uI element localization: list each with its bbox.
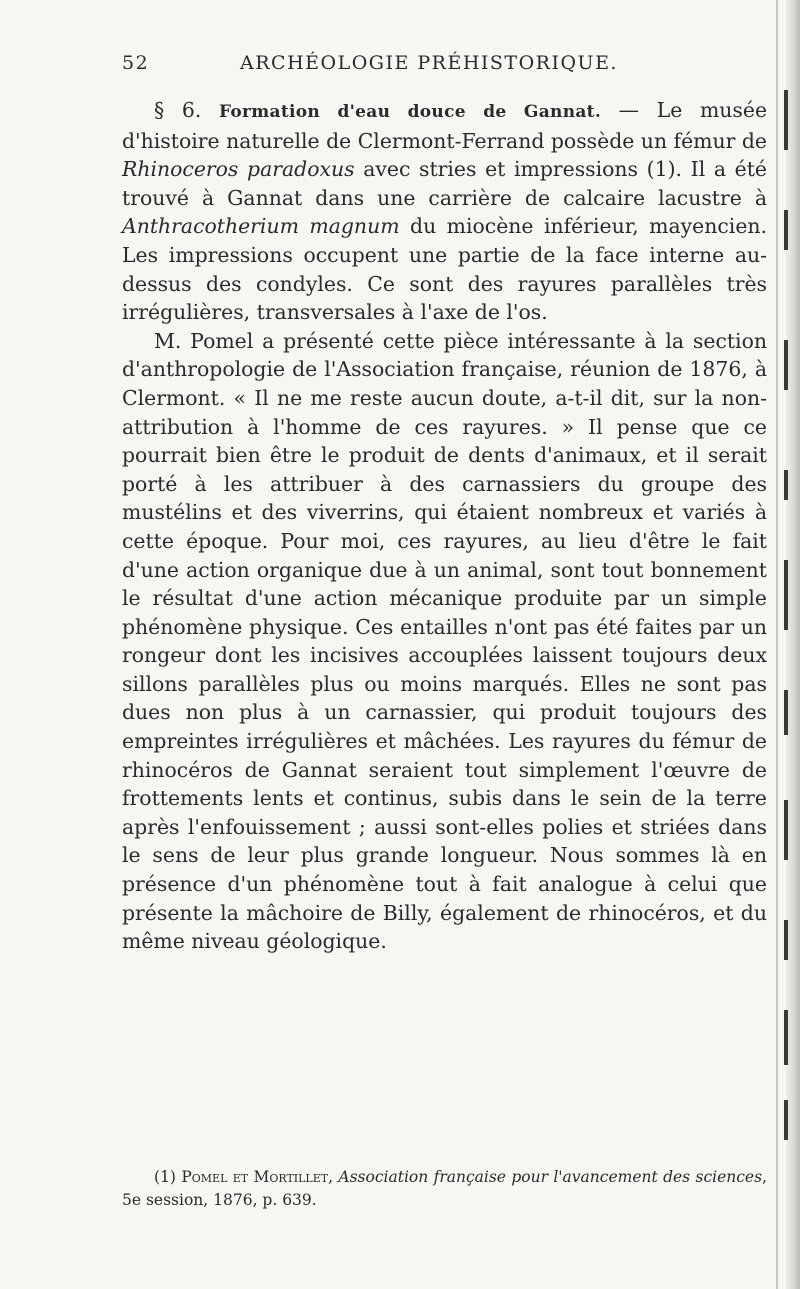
footnote-marker: (1) bbox=[154, 1168, 182, 1186]
paragraph-1 bbox=[122, 96, 767, 327]
footnote-details: , 5e session, 1876, p. 639. bbox=[122, 1168, 767, 1209]
paragraph-2: M. Pomel a présenté cette pièce intéressante à la section d'anthropologie de l'Association française, réunion de 1876, à Clermont. « Il ne me reste aucun doute, a-t-il dit, sur la non-attribution à l'homme de ces rayures. » Il pense que ce pourrait bien être le produit de dents d'animaux, et il serait porté à les attribuer à des carnassiers du groupe des mustélins et des viverrins, qui étaient nombreux et variés à cette époque. Pour moi, ces rayures, au lieu d'être le fait d'une action organique due à un animal, sont tout bonnement le résultat d'une action mécanique produite par un simple phénomène physique. Ces entailles n'ont pas été faites par un rongeur dont les incisives accouplées laissent toujours deux sillons parallèles plus ou moins marqués. Elles ne sont pas dues non plus à un carnassier, qui produit toujours des empreintes irrégulières et mâchées. Les rayures du fémur de rhinocéros de Gannat seraient tout simplement l'œuvre de frottements lents et continus, subis dans le sein de la terre après l'enfouissement ; aussi sont-elles polies et striées dans le sens de leur plus grande longueur. Nous sommes là en présence d'un phénomène tout à fait analogue à celui que présente la mâchoire de Billy, également de rhinocéros, et du même niveau géologique. bbox=[122, 328, 767, 954]
margin-marks bbox=[780, 90, 788, 1140]
species-name: Rhinoceros paradoxus bbox=[122, 157, 355, 182]
section-dash: — bbox=[601, 98, 657, 122]
footnote-authors: Pomel et Mortillet bbox=[181, 1168, 329, 1186]
running-header bbox=[122, 52, 722, 78]
footnote-sep: , bbox=[328, 1168, 339, 1186]
p1-end: du miocène inférieur, mayencien. Les impressions occupent une partie de la face interne au-dessus des condyles. Ce sont des rayures parallèles très irrégulières, transversales à l'axe de l'os. bbox=[122, 214, 767, 325]
p1-mid: avec stries et impressions (1). Il a été trouvé à Gannat dans une carrière de calcaire lacustre à bbox=[122, 157, 767, 210]
body-text bbox=[122, 96, 767, 956]
running-title: ARCHÉOLOGIE PRÉHISTORIQUE. bbox=[240, 52, 618, 74]
footnote-text bbox=[122, 1166, 767, 1212]
section-title: Formation d'eau douce de Gannat. bbox=[218, 102, 602, 122]
page-number: 52 bbox=[122, 52, 150, 74]
page-edge-shadow bbox=[776, 0, 778, 1289]
species-name-2: Anthracotherium magnum bbox=[122, 214, 400, 239]
page-edge bbox=[786, 0, 800, 1289]
footnote bbox=[122, 1166, 767, 1212]
section-number: § 6. bbox=[154, 98, 202, 122]
footnote-publication: Association française pour l'avancement des sciences bbox=[338, 1168, 763, 1186]
p1-intro: Le musée d'histoire naturelle de Clermont-Ferrand possède un fémur de bbox=[122, 98, 768, 153]
